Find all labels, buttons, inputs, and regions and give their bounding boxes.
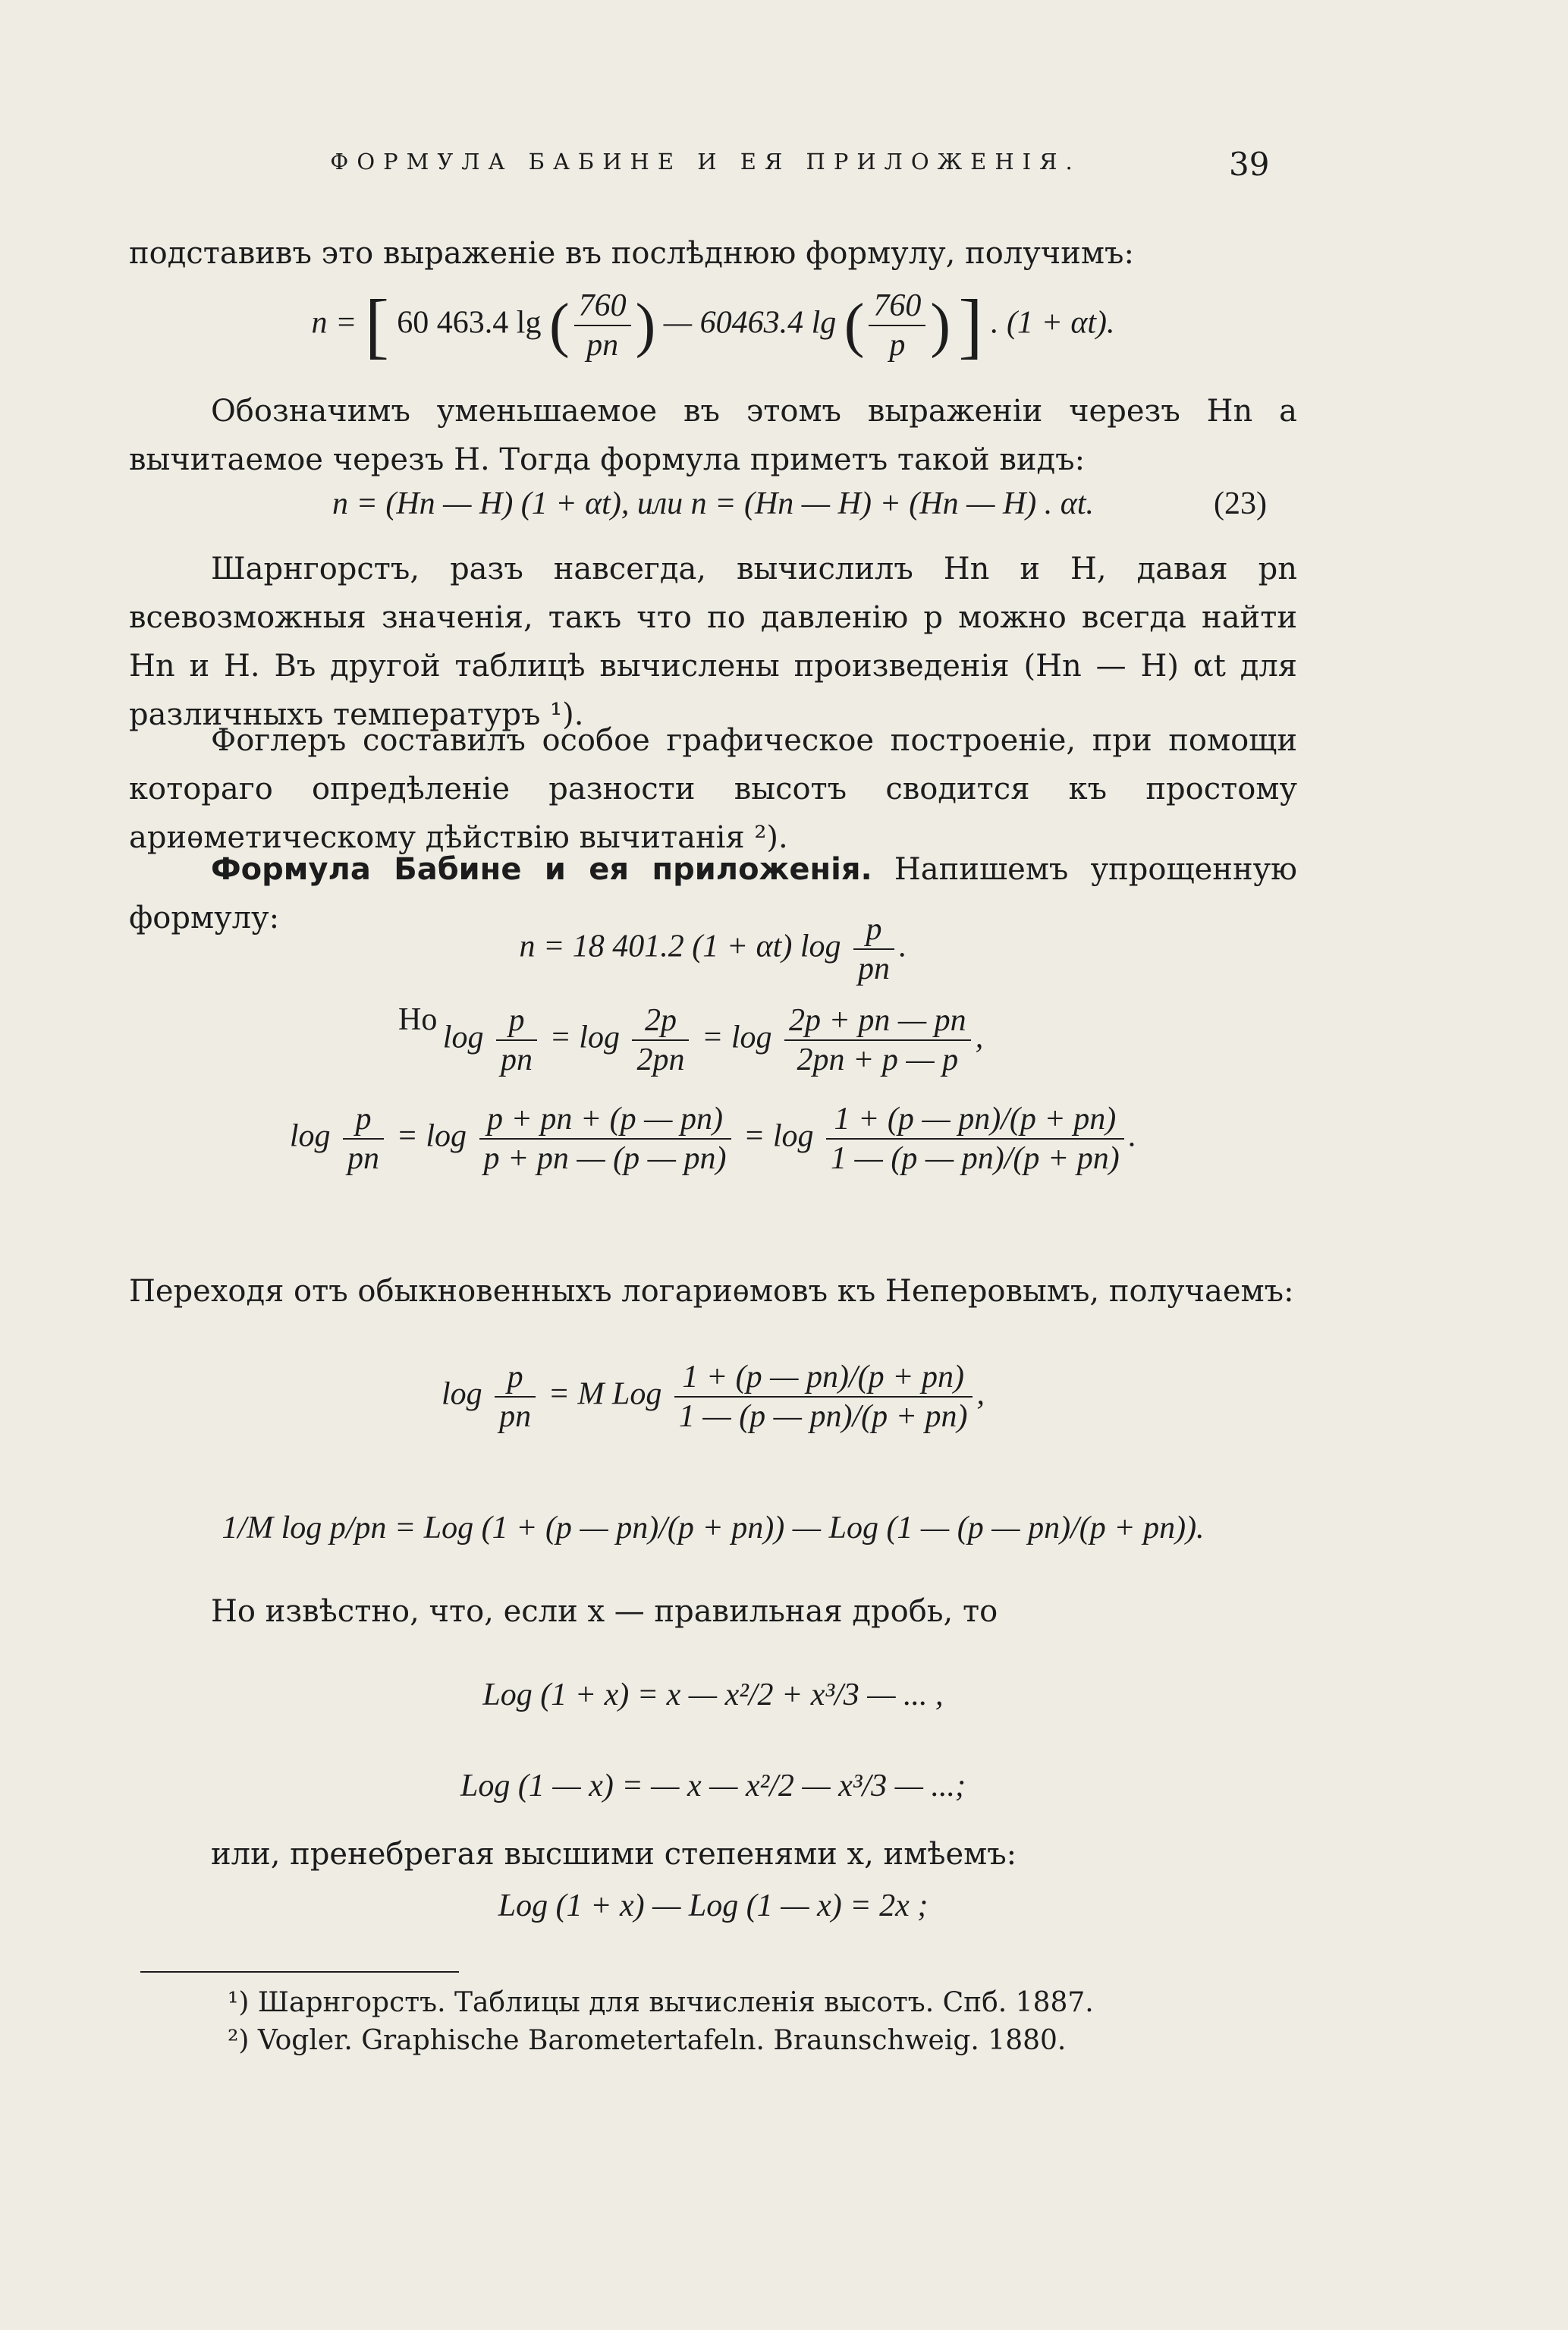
eq1-lhs: n = — [311, 305, 357, 341]
eq4-eq-log-2: = log — [701, 1020, 772, 1055]
eq6-num1: p — [495, 1358, 536, 1398]
footnote-rule — [140, 1971, 459, 1973]
eq6-num: 1 + (p — pn)/(p + pn) — [674, 1358, 973, 1398]
eq5-eq-log-1: = log — [396, 1118, 467, 1154]
footnote-2: ²) Vogler. Graphische Barometertafeln. Braunschweig. 1880. — [228, 2025, 1067, 2056]
eq4-num1: p — [496, 1001, 537, 1041]
eq5-num3: 1 + (p — pn)/(p + pn) — [826, 1100, 1124, 1140]
eq7-rhs: = Log (1 + (p — pn)/(p + pn)) — Log (1 — (p — pn)/(p + pn)). — [394, 1511, 1205, 1545]
eq3-den: pn — [858, 951, 891, 986]
equation-8: Log (1 + x) = x — x²/2 + x³/3 — ... , — [482, 1678, 944, 1712]
paragraph-5-text: Напишемъ упрощенную формулу: — [129, 852, 1297, 935]
section-heading: Формула Бабине и ея приложенія. — [211, 852, 872, 887]
eq6-den: 1 — (p — pn)/(p + pn) — [678, 1399, 968, 1434]
paragraph-4: Фоглеръ составилъ особое графическое построеніе, при помощи котораго опредѣленіе разности высотъ сводится къ простому ариѳметическому дѣйствію вычитанія ²). — [129, 723, 1297, 855]
eq5-num2: p + pn + (p — pn) — [479, 1100, 731, 1140]
eq5-den1: pn — [347, 1141, 379, 1176]
eq5-den2: p + pn — (p — pn) — [483, 1141, 727, 1176]
page-number: 39 — [1229, 146, 1270, 183]
eq4-num2: 2p — [632, 1001, 689, 1041]
eq5-num1: p — [343, 1100, 384, 1140]
eq6-log: log — [441, 1376, 482, 1412]
equation-1: n = [ 60 463.4 lg ( $\frac{760}{pn}$ ) — 60463.4 lg ( $\frac{760}{p}$ ) ] . (1 + αt). — [311, 285, 1115, 366]
eq6-m-log: = M Log — [548, 1376, 662, 1412]
equation-5: log $\frac{p}{pn}$ = log $\frac{p + pn + (p — pn)}{p + pn — (p — pn)}$ = log $\frac{1 + (p — pn)/(p + pn)}{1 — (p — pn)/(p + pn)}$ . — [289, 1102, 1137, 1176]
paragraph-1: подставивъ это выраженіе въ послѣднюю формулу, получимъ: — [129, 236, 1134, 271]
paragraph-6: Переходя отъ обыкновенныхъ логариѳмовъ къ Неперовымъ, получаемъ: — [129, 1274, 1294, 1309]
paragraph-2: Обозначимъ уменьшаемое въ этомъ выраженіи черезъ Hn а вычитаемое черезъ H. Тогда формула приметъ такой видъ: — [129, 394, 1297, 477]
eq4-den1: pn — [500, 1042, 533, 1077]
eq4-eq-log-1: = log — [549, 1020, 620, 1055]
eq4-log: log — [442, 1020, 484, 1055]
equation-9: Log (1 — x) = — x — x²/2 — x³/3 — ...; — [460, 1769, 966, 1803]
equation-3: n = 18 401.2 (1 + αt) log $\frac{p}{pn}$ . — [519, 912, 907, 986]
equation-number: (23) — [1214, 486, 1267, 521]
eq6-den1: pn — [499, 1399, 532, 1434]
eq7-lhs: 1/M log p/pn — [222, 1511, 387, 1545]
equation-7 — [129, 1510, 1297, 1546]
eq4-den3: 2pn + p — p — [797, 1042, 959, 1077]
eq4-den2: 2pn — [636, 1042, 685, 1077]
equation-4: Но log $\frac{p}{pn}$ = log $\frac{2p}{2pn}$ = log $\frac{2p + pn — pn}{2pn + p — p}$ , — [398, 1002, 984, 1077]
footnote-1: ¹) Шарнгорстъ. Таблицы для вычисленія высотъ. Спб. 1887. — [228, 1987, 1094, 2018]
eq5-den3: 1 — (p — pn)/(p + pn) — [831, 1141, 1120, 1176]
paragraph-8: или, пренебрегая высшими степенями x, имѣемъ: — [211, 1837, 1017, 1872]
eq4-label: Но — [398, 1002, 438, 1037]
eq1-term-b: — 60463.4 lg — [663, 305, 837, 341]
paragraph-7: Но извѣстно, что, если x — правильная дробь, то — [211, 1594, 998, 1629]
eq2-body: n = (Hn — H) (1 + αt), или n = (Hn — H) + (Hn — H) . αt. — [332, 486, 1095, 521]
eq1-den-p: p — [889, 328, 906, 363]
eq1-num-760b: 760 — [869, 287, 925, 326]
equation-2 — [129, 486, 1297, 522]
equation-10: Log (1 + x) — Log (1 — x) = 2x ; — [498, 1888, 929, 1923]
equation-6: log $\frac{p}{pn}$ = M Log $\frac{1 + (p — pn)/(p + pn)}{1 — (p — pn)/(p + pn)}$ , — [441, 1360, 985, 1434]
eq1-num-760: 760 — [574, 287, 631, 326]
eq5-eq-log-2: = log — [743, 1118, 814, 1154]
eq1-tail: . (1 + αt). — [991, 305, 1115, 341]
eq1-den-pn: pn — [586, 328, 619, 363]
running-title: ФОРМУЛА БАБИНЕ И ЕЯ ПРИЛОЖЕНІЯ. — [330, 149, 1081, 175]
eq4-num3: 2p + pn — pn — [784, 1001, 971, 1041]
eq3-num: p — [853, 910, 894, 950]
paragraph-3: Шарнгорстъ, разъ навсегда, вычислилъ Hn и H, давая pn всевозможныя значенія, такъ что по давленію p можно всегда найти Hn и H. Въ другой таблицѣ вычислены произведенія (Hn — H) αt для различныхъ температуръ ¹). — [129, 552, 1297, 732]
eq5-log: log — [289, 1118, 331, 1154]
eq1-term-a: 60 463.4 lg — [397, 305, 542, 341]
eq3-lhs: n = 18 401.2 (1 + αt) log — [519, 929, 841, 964]
